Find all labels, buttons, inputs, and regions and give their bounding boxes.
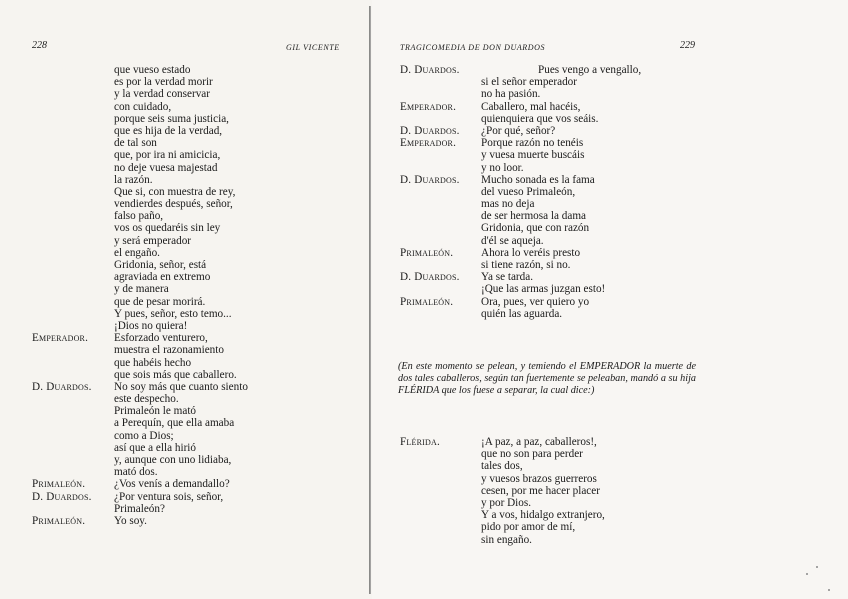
verse-text: ¿Vos venís a demandallo? [114, 478, 230, 491]
speaker-name: D. Duardos. [400, 271, 460, 284]
verse-line [32, 296, 362, 308]
verse-line [400, 521, 700, 533]
speaker-name: D. Duardos. [32, 380, 92, 393]
verse-text: d'él se aqueja. [481, 234, 544, 247]
verse-text: que es hija de la verdad, [114, 124, 223, 137]
verse-text: de ser hermosa la dama [481, 210, 586, 223]
right-verse-block-bottom [400, 436, 700, 546]
verse-text: y la verdad conservar [114, 88, 210, 101]
verse-line [32, 271, 362, 283]
verse-line [32, 332, 362, 344]
verse-text: ¿Por qué, señor? [481, 124, 556, 137]
verse-text: de tal son [114, 137, 157, 150]
verse-text: mató dos. [114, 466, 158, 479]
verse-text: y vuesos brazos guerreros [481, 472, 597, 485]
verse-text: quienquiera que vos seáis. [481, 112, 599, 125]
verse-text: y de manera [114, 283, 169, 296]
verse-line [32, 405, 362, 417]
verse-text: la razón. [114, 173, 153, 186]
speaker-name: Primaleón. [32, 478, 86, 491]
verse-text: Gridonia, que con razón [481, 222, 590, 235]
verse-line [400, 485, 700, 497]
right-running-head: TRAGICOMEDIA DE DON DUARDOS [400, 43, 546, 52]
speaker-name: Primaleón. [32, 514, 86, 527]
speaker-name: Emperador. [400, 100, 457, 113]
verse-text: Y pues, señor, esto temo... [114, 307, 232, 320]
verse-line [400, 436, 700, 448]
verse-line [400, 162, 700, 174]
verse-text: Que si, con muestra de rey, [114, 185, 236, 198]
book-gutter [369, 6, 371, 594]
verse-text: con cuidado, [114, 100, 172, 113]
speaker-name: Flérida. [400, 436, 440, 448]
verse-line [400, 235, 700, 247]
verse-text: agraviada en extremo [114, 271, 211, 284]
verse-text: Primaleón? [114, 502, 165, 515]
verse-text: ¡Que las armas juzgan esto! [481, 283, 606, 296]
verse-line [400, 247, 700, 259]
verse-line [32, 515, 362, 527]
verse-line [400, 174, 700, 186]
speaker-name: Primaleón. [400, 295, 454, 308]
scan-speck [806, 573, 808, 575]
verse-line [32, 283, 362, 295]
verse-text: Mucho sonada es la fama [481, 173, 595, 186]
verse-line [400, 534, 700, 546]
verse-text: vendierdes después, señor, [114, 198, 233, 211]
verse-text: y vuesa muerte buscáis [481, 149, 585, 162]
verse-text: sin engaño. [481, 533, 532, 546]
verse-text: Primaleón le mató [114, 405, 197, 418]
verse-line [400, 76, 700, 88]
speaker-name: D. Duardos. [32, 490, 92, 503]
scan-speck [816, 566, 818, 568]
verse-text: pido por amor de mí, [481, 521, 576, 534]
verse-text: del vueso Primaleón, [481, 185, 576, 198]
verse-text: Porque razón no tenéis [481, 137, 584, 150]
verse-text: el engaño. [114, 246, 160, 259]
speaker-name: Primaleón. [400, 246, 454, 259]
left-page-number: 228 [32, 40, 47, 51]
verse-text: no ha pasión. [481, 88, 541, 101]
verse-line [400, 186, 700, 198]
verse-line [400, 125, 700, 137]
verse-line [400, 259, 700, 271]
verse-text: Gridonia, señor, está [114, 259, 207, 271]
verse-line [32, 442, 362, 454]
verse-text: que habéis hecho [114, 356, 192, 369]
verse-text: Y a vos, hidalgo extranjero, [481, 509, 605, 522]
verse-text: como a Dios; [114, 429, 174, 442]
verse-text: que, por ira ni amicicia, [114, 149, 221, 162]
verse-text: si el señor emperador [481, 76, 577, 89]
verse-line [32, 478, 362, 490]
verse-text: y no loor. [481, 161, 524, 174]
verse-line [32, 308, 362, 320]
verse-text: que de pesar morirá. [114, 295, 206, 308]
right-verse-block-top [400, 64, 700, 320]
verse-line [32, 113, 362, 125]
verse-text: vos os quedaréis sin ley [114, 222, 221, 235]
verse-text: Caballero, mal hacéis, [481, 100, 581, 113]
verse-text: que vueso estado [114, 64, 191, 76]
verse-line [32, 320, 362, 332]
verse-line [32, 101, 362, 113]
verse-text: que sois más que caballero. [114, 368, 237, 381]
verse-line [32, 210, 362, 222]
verse-text: mas no deja [481, 198, 535, 211]
verse-line [32, 137, 362, 149]
verse-text: y por Dios. [481, 496, 532, 509]
verse-line [32, 235, 362, 247]
verse-line [32, 466, 362, 478]
verse-text: ¿Por ventura sois, señor, [114, 490, 224, 503]
verse-line [400, 137, 700, 149]
verse-text: Ahora lo veréis presto [481, 246, 581, 259]
scan-speck [828, 589, 830, 591]
verse-text: Ya se tarda. [481, 271, 533, 284]
verse-line [32, 430, 362, 442]
verse-line [400, 497, 700, 509]
speaker-name: D. Duardos. [400, 124, 460, 137]
stage-direction: (En este momento se pelean, y temiendo el EMPERADOR la muerte de dos tales caballeros, según tan fuertemente se peleaban, mandó a su hija FLÉRIDA que los fuese a separar, la cual dice:) [398, 361, 696, 397]
verse-line [400, 222, 700, 234]
verse-line [32, 162, 362, 174]
verse-line [32, 503, 362, 515]
verse-text: es por la verdad morir [114, 76, 213, 89]
verse-text: y será emperador [114, 234, 192, 247]
verse-text: porque seis suma justicia, [114, 112, 229, 125]
verse-line [32, 369, 362, 381]
verse-line [32, 344, 362, 356]
verse-text: tales dos, [481, 460, 523, 473]
speaker-name: Emperador. [32, 332, 89, 345]
left-running-head: GIL VICENTE [286, 43, 340, 52]
verse-line [400, 271, 700, 283]
verse-line [32, 64, 362, 76]
verse-line [400, 460, 700, 472]
verse-line [400, 198, 700, 210]
verse-line [32, 125, 362, 137]
verse-line [32, 259, 362, 271]
verse-text: ¡Dios no quiera! [114, 319, 188, 332]
verse-line [32, 357, 362, 369]
verse-line [32, 174, 362, 186]
verse-line [32, 247, 362, 259]
verse-text: cesen, por me hacer placer [481, 484, 600, 497]
verse-line [32, 222, 362, 234]
verse-line [32, 381, 362, 393]
verse-text: muestra el razonamiento [114, 344, 224, 357]
verse-text: no deje vuesa majestad [114, 161, 218, 174]
verse-line [32, 186, 362, 198]
verse-line [400, 296, 700, 308]
verse-line [32, 198, 362, 210]
verse-line [32, 491, 362, 503]
verse-text: falso paño, [114, 210, 164, 223]
verse-text: ¡A paz, a paz, caballeros!, [481, 436, 597, 448]
verse-text: quién las aguarda. [481, 307, 563, 320]
verse-line [400, 473, 700, 485]
verse-line [32, 76, 362, 88]
verse-line [32, 393, 362, 405]
verse-line [400, 101, 700, 113]
verse-text: No soy más que cuanto siento [114, 380, 248, 393]
verse-line [400, 509, 700, 521]
verse-line [400, 113, 700, 125]
speaker-name: D. Duardos. [400, 173, 460, 186]
verse-line [400, 88, 700, 100]
verse-text: a Perequín, que ella amaba [114, 417, 235, 430]
verse-text: Ora, pues, ver quiero yo [481, 295, 590, 308]
verse-line [400, 64, 700, 76]
verse-text: si tiene razón, si no. [481, 259, 571, 271]
verse-line [400, 149, 700, 161]
verse-line [400, 210, 700, 222]
verse-line [32, 149, 362, 161]
verse-line [400, 308, 700, 320]
verse-line [32, 454, 362, 466]
verse-text: así que a ella hirió [114, 441, 197, 454]
verse-text: y, aunque con uno lidiaba, [114, 454, 232, 466]
verse-text: que no son para perder [481, 448, 583, 461]
left-verse-block [32, 64, 362, 527]
verse-line [32, 88, 362, 100]
verse-text: Yo soy. [114, 514, 147, 527]
verse-line [400, 448, 700, 460]
verse-line [400, 283, 700, 295]
speaker-name: D. Duardos. [400, 64, 460, 76]
verse-text: Pues vengo a vengallo, [538, 64, 642, 76]
right-page-number: 229 [680, 40, 695, 51]
speaker-name: Emperador. [400, 137, 457, 150]
verse-text: este despecho. [114, 393, 179, 406]
verse-line [32, 417, 362, 429]
verse-text: Esforzado venturero, [114, 332, 208, 345]
